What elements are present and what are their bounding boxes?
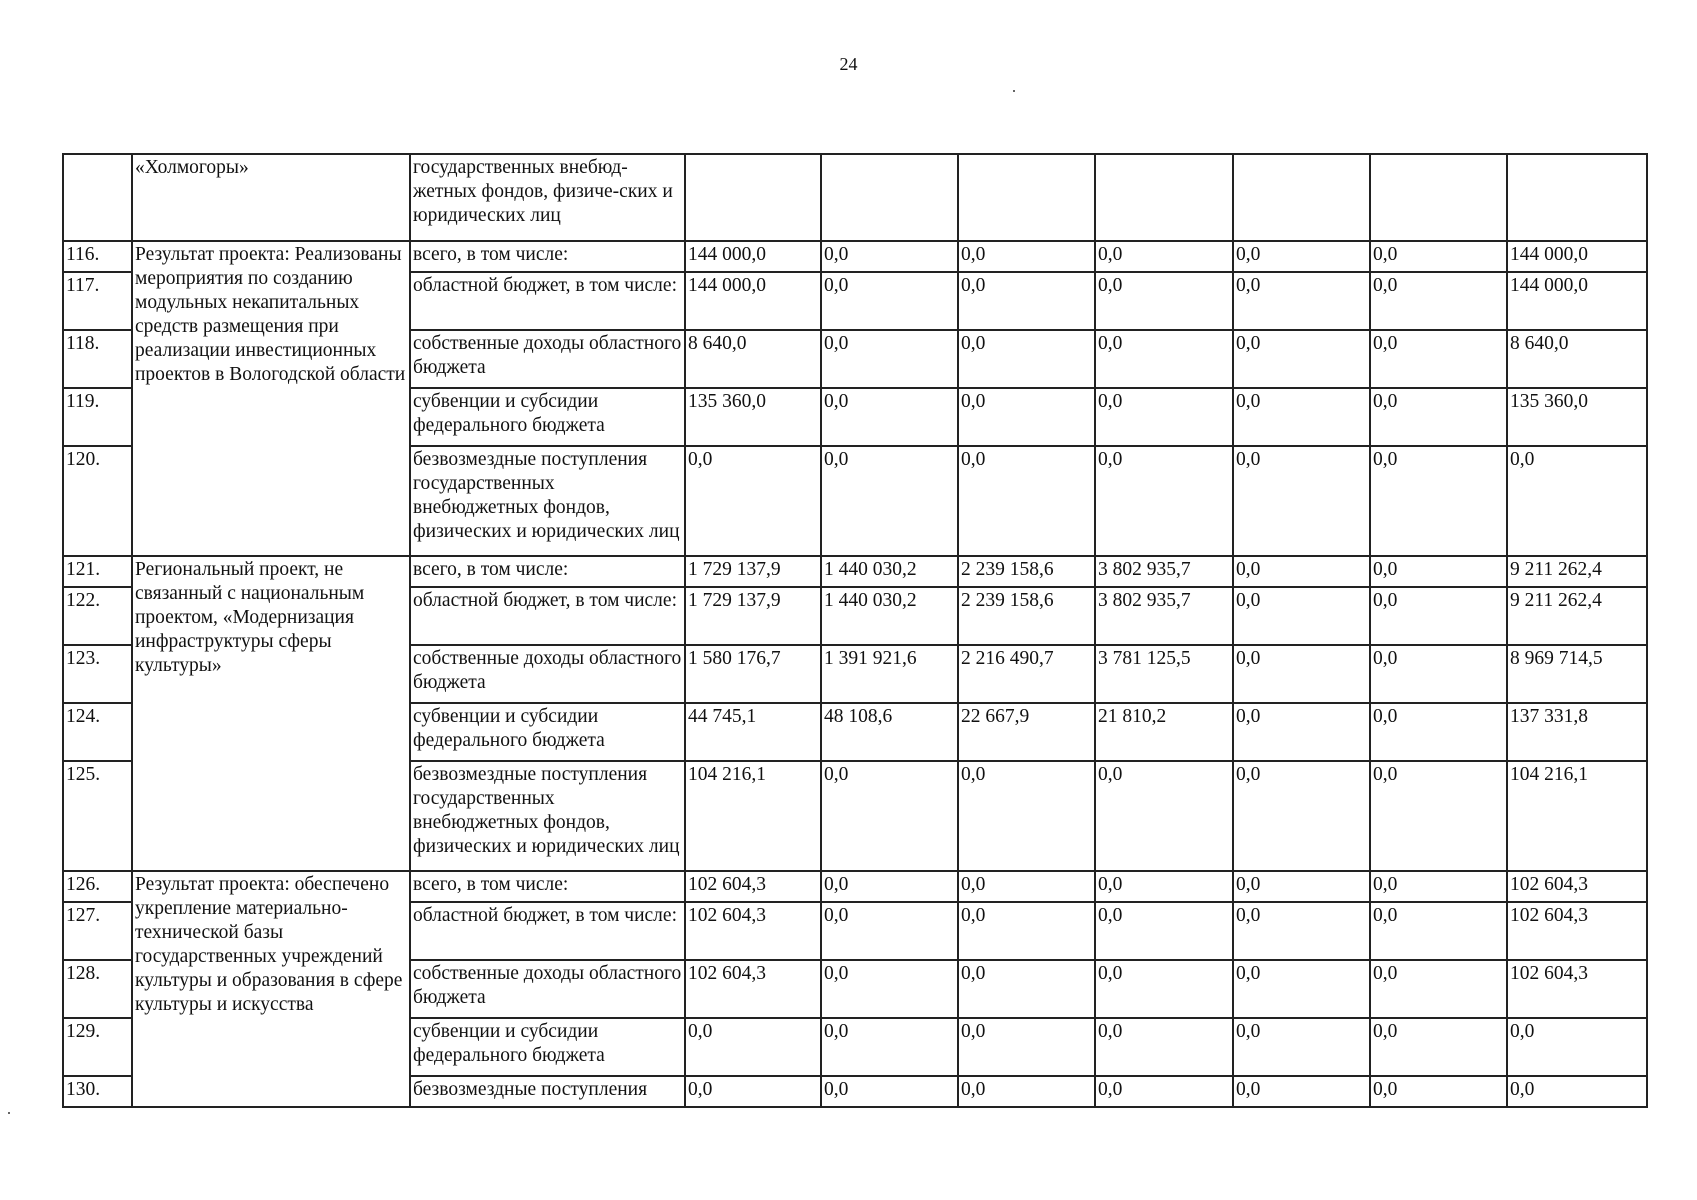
row-number-cell: 129.	[63, 1018, 132, 1076]
funding-source-cell: субвенции и субсидии федерального бюджета	[410, 388, 685, 446]
year-value-cell: 0,0	[1095, 1018, 1233, 1076]
year-value-cell: 8 640,0	[685, 330, 821, 388]
year-value-cell: 0,0	[821, 1076, 958, 1107]
year-value-cell: 0,0	[1233, 871, 1370, 902]
year-value-cell: 0,0	[1370, 902, 1507, 960]
year-value-cell: 0,0	[958, 388, 1095, 446]
year-value-cell: 0,0	[1233, 1076, 1370, 1107]
year-value-cell: 2 216 490,7	[958, 645, 1095, 703]
year-value-cell: 0,0	[1370, 587, 1507, 645]
row-number-cell: 125.	[63, 761, 132, 871]
year-value-cell: 0,0	[1233, 902, 1370, 960]
year-value-cell: 0,0	[1095, 761, 1233, 871]
year-value-cell: 0,0	[1370, 960, 1507, 1018]
year-value-cell: 0,0	[1095, 330, 1233, 388]
scan-speck	[8, 1112, 10, 1114]
year-value-cell: 0,0	[1233, 388, 1370, 446]
year-value-cell: 0,0	[1095, 241, 1233, 272]
year-value-cell: 0,0	[821, 902, 958, 960]
year-value-cell: 0,0	[821, 388, 958, 446]
row-number-cell	[63, 154, 132, 241]
year-value-cell: 0,0	[1095, 902, 1233, 960]
year-value-cell: 0,0	[821, 330, 958, 388]
year-value-cell: 0,0	[1233, 587, 1370, 645]
row-number-cell: 120.	[63, 446, 132, 556]
year-value-cell: 48 108,6	[821, 703, 958, 761]
year-value-cell: 0,0	[1370, 272, 1507, 330]
year-value-cell: 0,0	[958, 1076, 1095, 1107]
year-value-cell	[958, 154, 1095, 241]
year-value-cell: 0,0	[1233, 1018, 1370, 1076]
funding-source-cell: безвозмездные поступления	[410, 1076, 685, 1107]
year-value-cell: 0,0	[821, 272, 958, 330]
total-value-cell: 102 604,3	[1507, 960, 1647, 1018]
total-value-cell: 104 216,1	[1507, 761, 1647, 871]
funding-source-cell: областной бюджет, в том числе:	[410, 587, 685, 645]
table-body	[63, 154, 1647, 1107]
funding-source-cell: всего, в том числе:	[410, 241, 685, 272]
year-value-cell: 0,0	[1370, 1018, 1507, 1076]
year-value-cell: 0,0	[1370, 1076, 1507, 1107]
year-value-cell: 0,0	[1095, 388, 1233, 446]
year-value-cell: 0,0	[1370, 645, 1507, 703]
year-value-cell: 3 802 935,7	[1095, 556, 1233, 587]
year-value-cell: 0,0	[958, 1018, 1095, 1076]
total-value-cell: 144 000,0	[1507, 272, 1647, 330]
row-number-cell: 121.	[63, 556, 132, 587]
year-value-cell: 0,0	[1233, 761, 1370, 871]
year-value-cell: 0,0	[958, 761, 1095, 871]
total-value-cell: 8 640,0	[1507, 330, 1647, 388]
row-number-cell: 126.	[63, 871, 132, 902]
year-value-cell: 0,0	[958, 871, 1095, 902]
year-value-cell: 0,0	[685, 446, 821, 556]
budget-table	[62, 153, 1648, 1108]
year-value-cell	[685, 154, 821, 241]
funding-source-cell: государственных внебюд-жетных фондов, физиче-ских и юридических лиц	[410, 154, 685, 241]
year-value-cell: 0,0	[1370, 446, 1507, 556]
year-value-cell: 0,0	[1370, 556, 1507, 587]
year-value-cell: 0,0	[1233, 272, 1370, 330]
year-value-cell: 0,0	[821, 960, 958, 1018]
year-value-cell: 0,0	[821, 1018, 958, 1076]
year-value-cell: 0,0	[1233, 330, 1370, 388]
total-value-cell: 9 211 262,4	[1507, 587, 1647, 645]
year-value-cell: 0,0	[1095, 1076, 1233, 1107]
year-value-cell: 144 000,0	[685, 272, 821, 330]
funding-source-cell: областной бюджет, в том числе:	[410, 902, 685, 960]
table-row	[63, 871, 1647, 902]
row-number-cell: 117.	[63, 272, 132, 330]
total-value-cell: 0,0	[1507, 446, 1647, 556]
year-value-cell: 135 360,0	[685, 388, 821, 446]
row-number-cell: 122.	[63, 587, 132, 645]
year-value-cell: 3 802 935,7	[1095, 587, 1233, 645]
funding-source-cell: областной бюджет, в том числе:	[410, 272, 685, 330]
total-value-cell: 144 000,0	[1507, 241, 1647, 272]
year-value-cell: 0,0	[1233, 960, 1370, 1018]
year-value-cell: 1 440 030,2	[821, 587, 958, 645]
year-value-cell: 0,0	[821, 446, 958, 556]
year-value-cell: 0,0	[1233, 703, 1370, 761]
row-number-cell: 130.	[63, 1076, 132, 1107]
table-row	[63, 556, 1647, 587]
year-value-cell: 102 604,3	[685, 902, 821, 960]
year-value-cell: 0,0	[1233, 645, 1370, 703]
total-value-cell: 102 604,3	[1507, 902, 1647, 960]
total-value-cell: 0,0	[1507, 1076, 1647, 1107]
year-value-cell: 0,0	[958, 330, 1095, 388]
funding-source-cell: безвозмездные поступления государственных внебюджетных фондов, физических и юридических лиц	[410, 446, 685, 556]
year-value-cell	[821, 154, 958, 241]
year-value-cell	[1370, 154, 1507, 241]
year-value-cell: 0,0	[1370, 330, 1507, 388]
year-value-cell: 102 604,3	[685, 960, 821, 1018]
funding-source-cell: всего, в том числе:	[410, 556, 685, 587]
year-value-cell: 0,0	[685, 1018, 821, 1076]
year-value-cell: 1 729 137,9	[685, 556, 821, 587]
row-number-cell: 118.	[63, 330, 132, 388]
funding-source-cell: субвенции и субсидии федерального бюджета	[410, 1018, 685, 1076]
project-name-cell: «Холмогоры»	[132, 154, 410, 241]
year-value-cell: 0,0	[958, 446, 1095, 556]
year-value-cell: 1 729 137,9	[685, 587, 821, 645]
year-value-cell: 102 604,3	[685, 871, 821, 902]
year-value-cell	[1095, 154, 1233, 241]
funding-source-cell: субвенции и субсидии федерального бюджета	[410, 703, 685, 761]
year-value-cell: 0,0	[1233, 241, 1370, 272]
year-value-cell: 0,0	[1370, 388, 1507, 446]
year-value-cell: 0,0	[1370, 761, 1507, 871]
year-value-cell: 1 391 921,6	[821, 645, 958, 703]
year-value-cell: 0,0	[1370, 703, 1507, 761]
row-number-cell: 128.	[63, 960, 132, 1018]
year-value-cell: 0,0	[1095, 272, 1233, 330]
total-value-cell: 0,0	[1507, 1018, 1647, 1076]
year-value-cell: 0,0	[958, 960, 1095, 1018]
funding-source-cell: безвозмездные поступления государственных внебюджетных фондов, физических и юридических лиц	[410, 761, 685, 871]
year-value-cell: 22 667,9	[958, 703, 1095, 761]
row-number-cell: 127.	[63, 902, 132, 960]
scan-speck	[1013, 90, 1015, 92]
year-value-cell: 0,0	[1095, 960, 1233, 1018]
total-value-cell: 137 331,8	[1507, 703, 1647, 761]
funding-source-cell: собственные доходы областного бюджета	[410, 645, 685, 703]
year-value-cell: 0,0	[1370, 871, 1507, 902]
year-value-cell: 0,0	[685, 1076, 821, 1107]
funding-source-cell: собственные доходы областного бюджета	[410, 960, 685, 1018]
row-number-cell: 123.	[63, 645, 132, 703]
year-value-cell: 2 239 158,6	[958, 587, 1095, 645]
total-value-cell: 135 360,0	[1507, 388, 1647, 446]
funding-source-cell: всего, в том числе:	[410, 871, 685, 902]
year-value-cell: 0,0	[958, 272, 1095, 330]
year-value-cell: 0,0	[821, 761, 958, 871]
year-value-cell: 0,0	[958, 902, 1095, 960]
year-value-cell: 0,0	[1370, 241, 1507, 272]
total-value-cell: 102 604,3	[1507, 871, 1647, 902]
year-value-cell: 0,0	[821, 871, 958, 902]
total-value-cell: 8 969 714,5	[1507, 645, 1647, 703]
project-name-cell: Результат проекта: Реализованы мероприятия по созданию модульных некапитальных средств размещения при реализации инвестиционных проектов в Вологодской области	[132, 241, 410, 556]
page-number: 24	[839, 54, 858, 74]
year-value-cell: 1 580 176,7	[685, 645, 821, 703]
row-number-cell: 124.	[63, 703, 132, 761]
year-value-cell: 21 810,2	[1095, 703, 1233, 761]
year-value-cell: 1 440 030,2	[821, 556, 958, 587]
table-row	[63, 241, 1647, 272]
year-value-cell: 0,0	[1233, 446, 1370, 556]
project-name-cell: Региональный проект, не связанный с национальным проектом, «Модернизация инфраструктуры сферы культуры»	[132, 556, 410, 871]
year-value-cell: 104 216,1	[685, 761, 821, 871]
row-number-cell: 119.	[63, 388, 132, 446]
year-value-cell: 144 000,0	[685, 241, 821, 272]
year-value-cell	[1233, 154, 1370, 241]
year-value-cell: 44 745,1	[685, 703, 821, 761]
year-value-cell: 0,0	[1233, 556, 1370, 587]
year-value-cell: 0,0	[1095, 446, 1233, 556]
year-value-cell: 0,0	[958, 241, 1095, 272]
year-value-cell: 0,0	[821, 241, 958, 272]
funding-source-cell: собственные доходы областного бюджета	[410, 330, 685, 388]
project-name-cell: Результат проекта: обеспечено укрепление материально-технической базы государственных учреждений культуры и образования в сфере культуры и искусства	[132, 871, 410, 1107]
row-number-cell: 116.	[63, 241, 132, 272]
total-value-cell: 9 211 262,4	[1507, 556, 1647, 587]
year-value-cell: 3 781 125,5	[1095, 645, 1233, 703]
total-value-cell	[1507, 154, 1647, 241]
table-row	[63, 154, 1647, 241]
year-value-cell: 2 239 158,6	[958, 556, 1095, 587]
year-value-cell: 0,0	[1095, 871, 1233, 902]
